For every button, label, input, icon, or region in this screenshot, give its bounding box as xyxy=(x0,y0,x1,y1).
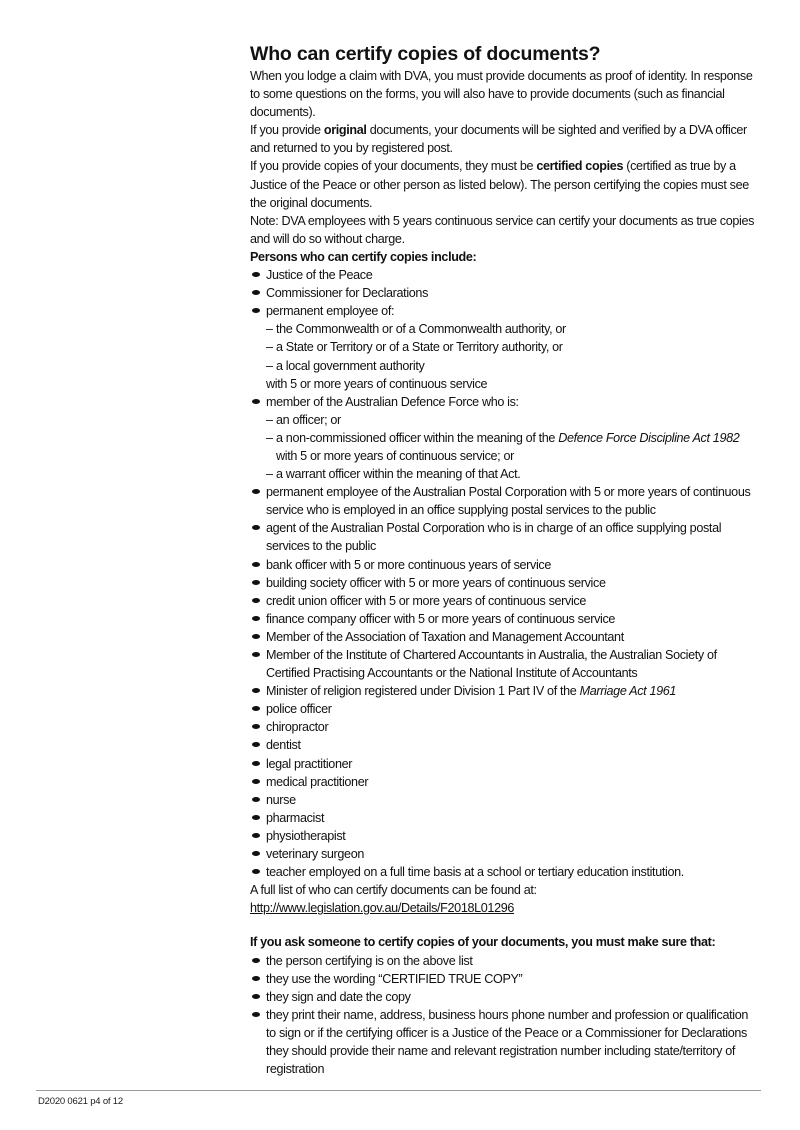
list-item: chiropractor xyxy=(250,718,760,736)
list-item: agent of the Australian Postal Corporation who is in charge of an office supplying postal services to the public xyxy=(250,519,760,555)
sub-list-item: – a warrant officer within the meaning of that Act. xyxy=(266,465,760,483)
list-item xyxy=(250,393,760,483)
persons-heading: Persons who can certify copies include: xyxy=(250,249,477,264)
list-item: Member of the Institute of Chartered Accountants in Australia, the Australian Society of Certified Practising Accountants or the National Institute of Accountants xyxy=(250,646,760,682)
footer-divider xyxy=(36,1090,761,1091)
list-item: the person certifying is on the above list xyxy=(250,952,760,970)
spacer xyxy=(250,917,760,933)
persons-list xyxy=(250,266,760,881)
intro-text: (certified as true by a Justice of the Peace or other person as listed below). The person certifying the copies must see the original documents. xyxy=(250,159,749,210)
service-requirement: with 5 or more years of continuous service xyxy=(266,376,488,391)
sub-list-item: – a local government authority xyxy=(266,357,760,375)
intro-text: documents, your documents will be sighted and verified by a DVA officer and returned to you by registered post. xyxy=(250,123,747,156)
list-item: Member of the Association of Taxation and Management Accountant xyxy=(250,628,760,646)
ask-list xyxy=(250,952,760,1079)
certified-copies-emphasis: certified copies xyxy=(536,159,624,174)
list-item: physiotherapist xyxy=(250,827,760,845)
list-item xyxy=(250,682,760,700)
list-item: legal practitioner xyxy=(250,755,760,773)
list-item: credit union officer with 5 or more years of continuous service xyxy=(250,592,760,610)
sub-list-text: a non-commissioned officer within the meaning of the xyxy=(276,430,559,445)
intro-paragraph-1: When you lodge a claim with DVA, you must provide documents as proof of identity. In response to some questions on the forms, you will also have to provide documents (such as financial documents). xyxy=(250,69,753,120)
act-title: Defence Force Discipline Act 1982 xyxy=(558,430,740,445)
note-paragraph: Note: DVA employees with 5 years continuous service can certify your documents as true copies and will do so without charge. xyxy=(250,213,755,246)
list-item: they sign and date the copy xyxy=(250,988,760,1006)
list-item: Justice of the Peace xyxy=(250,266,760,284)
sub-list-text: with 5 or more years of continuous service; or xyxy=(276,448,514,463)
sub-list-item xyxy=(266,429,760,465)
list-item-text: Minister of religion registered under Division 1 Part IV of the xyxy=(266,684,580,699)
list-item: permanent employee of the Australian Postal Corporation with 5 or more years of continuous service who is employed in an office supplying postal services to the public xyxy=(250,483,760,519)
original-emphasis: original xyxy=(323,123,367,138)
list-item: Commissioner for Declarations xyxy=(250,284,760,302)
intro-paragraph-2 xyxy=(250,121,760,157)
list-item: police officer xyxy=(250,700,760,718)
list-item: pharmacist xyxy=(250,809,760,827)
list-item: bank officer with 5 or more continuous years of service xyxy=(250,556,760,574)
list-item: they use the wording “CERTIFIED TRUE COPY” xyxy=(250,970,760,988)
list-item: medical practitioner xyxy=(250,773,760,791)
list-item: building society officer with 5 or more years of continuous service xyxy=(250,574,760,592)
sub-list xyxy=(266,320,760,374)
document-body xyxy=(250,42,760,1078)
ask-heading: If you ask someone to certify copies of your documents, you must make sure that: xyxy=(250,935,716,950)
page-title: Who can certify copies of documents? xyxy=(250,43,601,65)
sub-list-item: – the Commonwealth or of a Commonwealth authority, or xyxy=(266,320,760,338)
sub-list-item: – a State or Territory or of a State or Territory authority, or xyxy=(266,338,760,356)
sub-list xyxy=(266,411,760,483)
legislation-link[interactable]: http://www.legislation.gov.au/Details/F2018L01296 xyxy=(250,901,515,916)
act-title: Marriage Act 1961 xyxy=(579,684,677,699)
list-item: they print their name, address, business hours phone number and profession or qualification to sign or if the certifying officer is a Justice of the Peace or a Commissioner for Declarations they should provide their name and relevant registration number including state/territory of registration xyxy=(250,1006,760,1078)
sub-list-item: – an officer; or xyxy=(266,411,760,429)
list-item-label: permanent employee of: xyxy=(266,304,395,319)
list-item: nurse xyxy=(250,791,760,809)
intro-text: If you provide xyxy=(250,123,324,138)
list-item: teacher employed on a full time basis at a school or tertiary education institution. xyxy=(250,863,760,881)
list-item-label: member of the Australian Defence Force who is: xyxy=(266,394,519,409)
list-item: veterinary surgeon xyxy=(250,845,760,863)
full-list-text: A full list of who can certify documents can be found at: xyxy=(250,883,537,898)
list-item: finance company officer with 5 or more years of continuous service xyxy=(250,610,760,628)
list-item: dentist xyxy=(250,736,760,754)
intro-paragraph-3 xyxy=(250,157,760,211)
intro-text: If you provide copies of your documents, they must be xyxy=(250,159,537,174)
page-footer: D2020 0621 p4 of 12 xyxy=(38,1096,123,1107)
list-item xyxy=(250,302,760,392)
